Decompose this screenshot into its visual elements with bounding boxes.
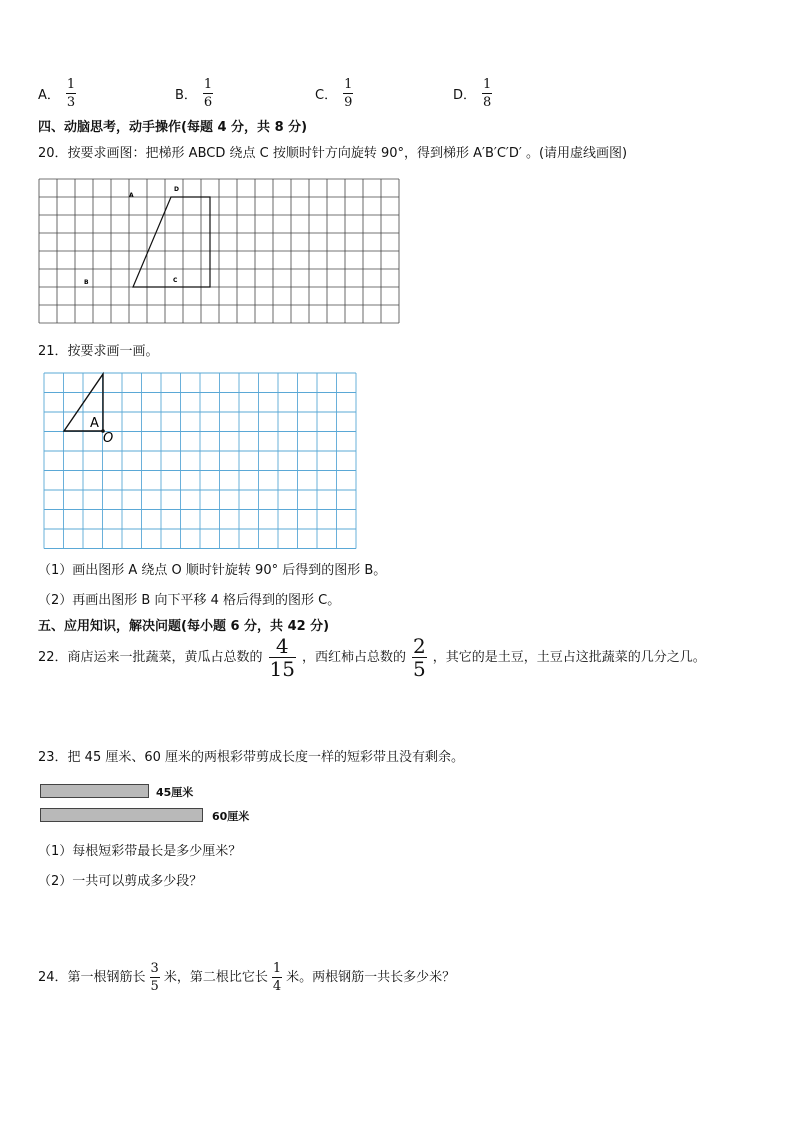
figure-a-label: A [90, 416, 99, 431]
fraction-first-rod: $\frac{3}{5}$ [150, 961, 159, 994]
option-letter: C． [315, 88, 338, 103]
question-22-text-2: ，西红柿占总数的 [302, 649, 407, 665]
option-fraction: $\frac{1}{8}$ [483, 77, 492, 110]
question-23-sub2: （2）一共可以剪成多少段？ [38, 874, 203, 889]
vertex-a-label: A [129, 192, 134, 199]
vertex-b-label: B [84, 279, 89, 286]
ribbon-45cm [40, 784, 149, 798]
ribbon-60cm-label: 60厘米 [212, 810, 250, 823]
question-24-text-3: 米。两根钢筋一共长多少米？ [286, 969, 456, 985]
option-b[interactable] [175, 78, 213, 109]
point-o-label: O [103, 431, 114, 446]
question-22 [38, 636, 706, 679]
section-four-heading: 四、动脑思考，动手操作(每题 4 分，共 8 分) [38, 120, 308, 135]
question-20-grid [38, 178, 400, 328]
question-24-text-2: 米，第二根比它长 [163, 969, 268, 985]
option-a[interactable] [38, 78, 76, 109]
fraction-longer: $\frac{1}{4}$ [272, 961, 282, 994]
question-22-text-3: ，其它的是土豆，土豆占这批蔬菜的几分之几。 [432, 649, 706, 665]
question-24 [38, 962, 455, 993]
vertex-d-label: D [174, 186, 179, 193]
option-fraction: $\frac{1}{6}$ [203, 77, 213, 110]
question-21-sub1: （1）画出图形 A 绕点 O 顺时针旋转 90° 后得到的图形 B。 [38, 563, 387, 578]
option-fraction: $\frac{1}{3}$ [66, 77, 76, 110]
trapezoid-abcd [133, 197, 210, 287]
question-21-text: 21．按要求画一画。 [38, 344, 159, 359]
vertex-c-label: C [173, 277, 178, 284]
fraction-tomato: $\frac{2}{5}$ [413, 634, 426, 681]
fraction-cucumber: $\frac{4}{15}$ [269, 634, 295, 681]
question-24-text-1: 24．第一根钢筋长 [38, 969, 146, 985]
question-23-text: 23．把 45 厘米、60 厘米的两根彩带剪成长度一样的短彩带且没有剩余。 [38, 750, 465, 765]
option-letter: A． [38, 88, 60, 103]
option-c[interactable] [315, 78, 353, 109]
section-five-heading: 五、应用知识，解决问题(每小题 6 分，共 42 分) [38, 619, 330, 634]
option-d[interactable] [453, 78, 492, 109]
question-21-sub2: （2）再画出图形 B 向下平移 4 格后得到的图形 C。 [38, 593, 341, 608]
question-23-sub1: （1）每根短彩带最长是多少厘米？ [38, 844, 242, 859]
question-21-grid [42, 371, 360, 551]
option-letter: B． [175, 88, 197, 103]
option-letter: D． [453, 88, 477, 103]
ribbon-45cm-label: 45厘米 [156, 786, 194, 799]
ribbon-60cm [40, 808, 203, 822]
question-22-text-1: 22．商店运来一批蔬菜，黄瓜占总数的 [38, 649, 263, 665]
question-20-text: 20．按要求画图：把梯形 ABCD 绕点 C 按顺时针方向旋转 90°，得到梯形 A′B′C′D′ 。(请用虚线画图) [38, 146, 628, 161]
option-fraction: $\frac{1}{9}$ [344, 77, 353, 110]
